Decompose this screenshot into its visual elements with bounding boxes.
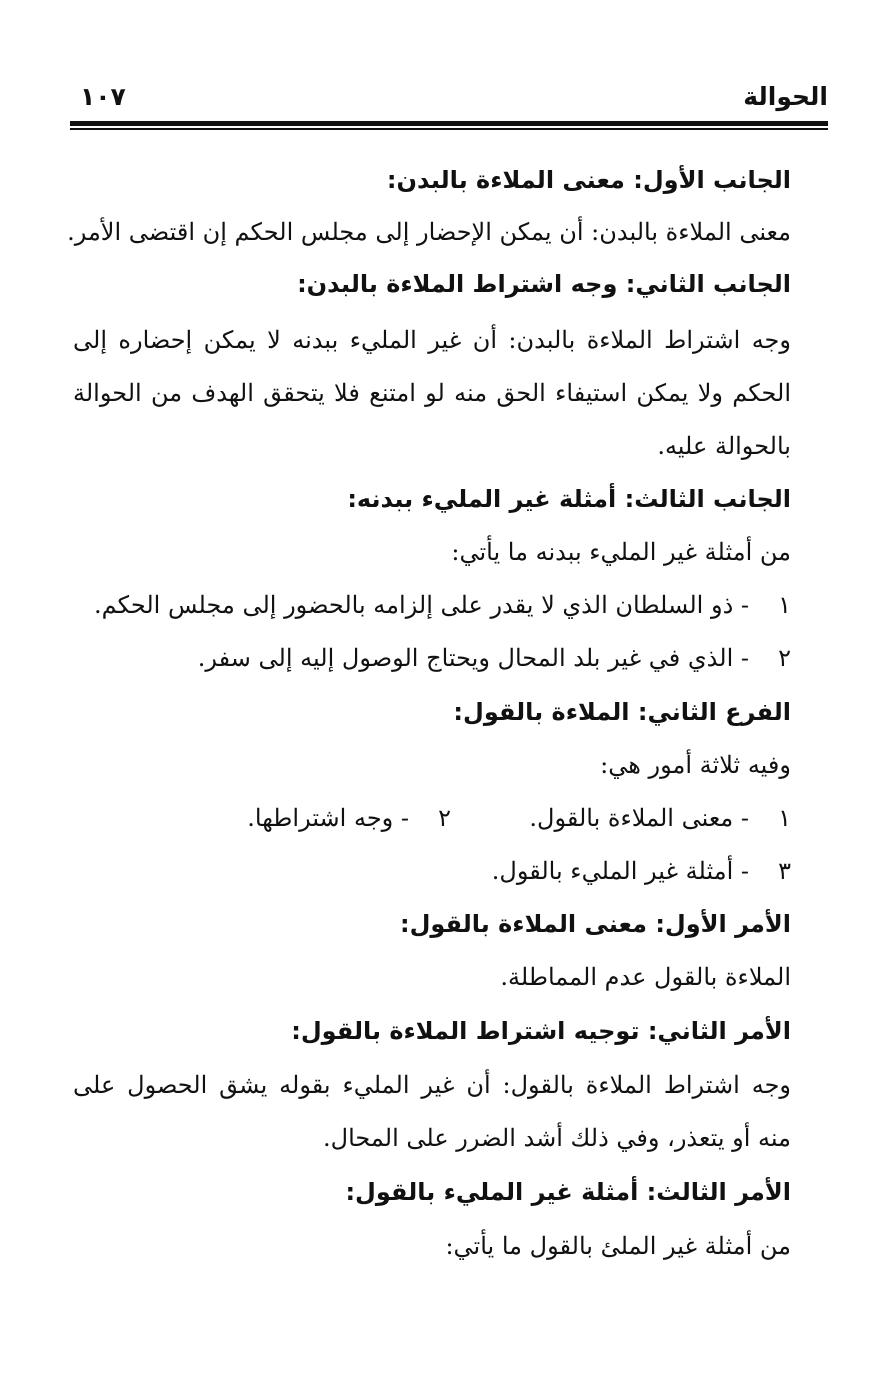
paragraph-line: معنى الملاءة بالبدن: أن يمكن الإحضار إلى مجلس الحكم إن اقتضى الأمر. bbox=[67, 218, 791, 246]
list-item-number: ٣ bbox=[778, 857, 791, 885]
list-item-text: - أمثلة غير المليء بالقول. bbox=[491, 857, 749, 885]
paragraph-line: من أمثلة غير الملئ بالقول ما يأتي: bbox=[445, 1232, 791, 1260]
list-item-number: ٢ bbox=[438, 804, 451, 832]
paragraph-line: من أمثلة غير المليء ببدنه ما يأتي: bbox=[451, 538, 791, 566]
section-heading: الجانب الثالث: أمثلة غير المليء ببدنه: bbox=[347, 485, 791, 513]
paragraph-line: الحكم ولا يمكن استيفاء الحق منه لو امتنع فلا يتحقق الهدف من الحوالة bbox=[73, 379, 791, 407]
running-title: الحوالة bbox=[743, 82, 828, 111]
section-heading: الجانب الأول: معنى الملاءة بالبدن: bbox=[386, 166, 791, 194]
list-item-text: - الذي في غير بلد المحال ويحتاج الوصول إليه إلى سفر. bbox=[197, 644, 749, 672]
list-item bbox=[492, 851, 791, 891]
paragraph-line: وفيه ثلاثة أمور هي: bbox=[600, 751, 791, 779]
list-item bbox=[247, 798, 451, 838]
list-item-text: - معنى الملاءة بالقول. bbox=[529, 804, 749, 832]
section-heading: الأمر الأول: معنى الملاءة بالقول: bbox=[400, 910, 791, 938]
paragraph-line: منه أو يتعذر، وفي ذلك أشد الضرر على المحال. bbox=[323, 1124, 791, 1152]
header-rule-thick bbox=[70, 121, 828, 126]
list-item-number: ٢ bbox=[778, 644, 791, 672]
list-item bbox=[529, 798, 791, 838]
list-item-number: ١ bbox=[778, 804, 791, 832]
list-item-text: - وجه اشتراطها. bbox=[247, 804, 409, 832]
list-item bbox=[198, 638, 791, 678]
paragraph-line: وجه اشتراط الملاءة بالبدن: أن غير المليء ببدنه لا يمكن إحضاره إلى bbox=[73, 326, 791, 354]
page-number: ١٠٧ bbox=[80, 82, 126, 111]
list-item bbox=[94, 585, 791, 625]
paragraph-line: الملاءة بالقول عدم المماطلة. bbox=[500, 963, 791, 991]
paragraph-line: وجه اشتراط الملاءة بالقول: أن غير المليء بقوله يشق الحصول على bbox=[73, 1071, 791, 1099]
section-heading: الأمر الثالث: أمثلة غير المليء بالقول: bbox=[345, 1178, 791, 1206]
header-rule-thin bbox=[70, 128, 828, 130]
section-heading: الفرع الثاني: الملاءة بالقول: bbox=[453, 698, 791, 726]
page-header bbox=[70, 78, 828, 118]
list-item-text: - ذو السلطان الذي لا يقدر على إلزامه بالحضور إلى مجلس الحكم. bbox=[93, 591, 749, 619]
section-heading: الأمر الثاني: توجيه اشتراط الملاءة بالقول: bbox=[291, 1017, 791, 1045]
section-heading: الجانب الثاني: وجه اشتراط الملاءة بالبدن: bbox=[297, 270, 791, 298]
paragraph-line: بالحوالة عليه. bbox=[657, 432, 791, 460]
list-item-number: ١ bbox=[778, 591, 791, 619]
